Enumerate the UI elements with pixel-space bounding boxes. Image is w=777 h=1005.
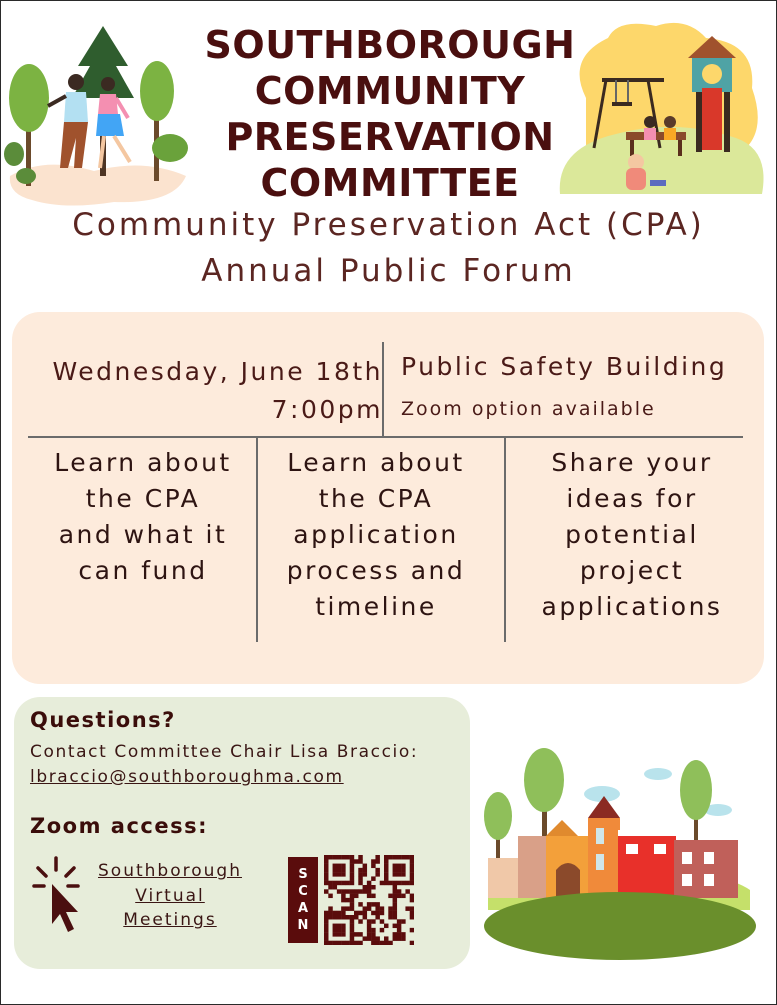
qr-module bbox=[350, 876, 354, 880]
qr-module bbox=[388, 894, 392, 898]
qr-module bbox=[333, 885, 337, 889]
qr-module bbox=[350, 928, 354, 932]
qr-module bbox=[363, 872, 367, 876]
qr-module bbox=[328, 885, 332, 889]
qr-module bbox=[354, 941, 358, 945]
subtitle-act: Community Preservation Act (CPA) bbox=[72, 207, 705, 243]
qr-module bbox=[401, 881, 405, 885]
qr-module bbox=[350, 906, 354, 910]
qr-module bbox=[375, 902, 379, 906]
qr-module bbox=[397, 881, 401, 885]
event-date: Wednesday, June 18th bbox=[52, 357, 383, 386]
qr-module bbox=[324, 924, 328, 928]
qr-module bbox=[333, 872, 337, 876]
qr-module bbox=[384, 859, 388, 863]
qr-module bbox=[393, 936, 397, 940]
qr-module bbox=[371, 864, 375, 868]
qr-module bbox=[350, 936, 354, 940]
scan-letter: N bbox=[297, 918, 309, 933]
qr-module bbox=[401, 864, 405, 868]
divider bbox=[256, 437, 258, 642]
cursor-click-icon bbox=[32, 856, 88, 936]
qr-module bbox=[345, 881, 349, 885]
qr-module bbox=[345, 941, 349, 945]
qr-module bbox=[337, 872, 341, 876]
qr-module bbox=[397, 924, 401, 928]
event-time: 7:00pm bbox=[271, 395, 383, 424]
qr-module bbox=[337, 864, 341, 868]
qr-module bbox=[367, 881, 371, 885]
qr-module bbox=[388, 941, 392, 945]
qr-module bbox=[324, 855, 328, 859]
qr-module bbox=[393, 911, 397, 915]
qr-module bbox=[328, 911, 332, 915]
qr-module bbox=[363, 915, 367, 919]
qr-module bbox=[367, 894, 371, 898]
qr-module bbox=[363, 889, 367, 893]
qr-module bbox=[410, 855, 414, 859]
qr-module bbox=[393, 885, 397, 889]
qr-module bbox=[324, 859, 328, 863]
qr-module bbox=[350, 898, 354, 902]
qr-module bbox=[324, 932, 328, 936]
qr-module bbox=[341, 894, 345, 898]
qr-module bbox=[358, 881, 362, 885]
qr-module bbox=[384, 941, 388, 945]
scan-badge bbox=[288, 857, 318, 943]
qr-module bbox=[324, 915, 328, 919]
qr-module bbox=[324, 889, 328, 893]
qr-module bbox=[350, 924, 354, 928]
qr-module bbox=[350, 859, 354, 863]
qr-module bbox=[393, 915, 397, 919]
qr-module bbox=[367, 902, 371, 906]
qr-module bbox=[375, 859, 379, 863]
qr-module bbox=[341, 915, 345, 919]
qr-module bbox=[393, 906, 397, 910]
qr-module bbox=[410, 894, 414, 898]
qr-module bbox=[350, 941, 354, 945]
qr-module bbox=[371, 932, 375, 936]
playground-illustration bbox=[556, 18, 768, 204]
qr-module bbox=[393, 872, 397, 876]
event-datetime bbox=[53, 353, 383, 429]
qr-module bbox=[324, 941, 328, 945]
questions-heading: Questions? bbox=[30, 708, 176, 732]
page-title bbox=[200, 22, 580, 206]
qr-module bbox=[341, 881, 345, 885]
qr-module bbox=[333, 932, 337, 936]
qr-module bbox=[337, 911, 341, 915]
qr-module bbox=[384, 924, 388, 928]
qr-module bbox=[371, 911, 375, 915]
zoom-heading: Zoom access: bbox=[30, 814, 208, 838]
qr-module bbox=[337, 924, 341, 928]
qr-module bbox=[341, 868, 345, 872]
qr-module bbox=[401, 919, 405, 923]
qr-module bbox=[341, 932, 345, 936]
qr-module bbox=[345, 906, 349, 910]
event-location: Public Safety Building bbox=[401, 352, 728, 381]
qr-module bbox=[410, 915, 414, 919]
qr-module bbox=[375, 906, 379, 910]
qr-module bbox=[410, 911, 414, 915]
qr-module bbox=[401, 932, 405, 936]
qr-module bbox=[397, 864, 401, 868]
qr-module bbox=[405, 889, 409, 893]
qr-module bbox=[367, 885, 371, 889]
qr-module bbox=[363, 906, 367, 910]
qr-module bbox=[367, 936, 371, 940]
qr-module bbox=[354, 859, 358, 863]
qr-module bbox=[375, 941, 379, 945]
qr-module bbox=[328, 941, 332, 945]
qr-module bbox=[371, 936, 375, 940]
qr-module bbox=[393, 881, 397, 885]
qr-module bbox=[397, 872, 401, 876]
qr-module bbox=[345, 855, 349, 859]
qr-module bbox=[410, 864, 414, 868]
qr-module bbox=[384, 876, 388, 880]
qr-module bbox=[333, 941, 337, 945]
qr-module bbox=[333, 881, 337, 885]
qr-module bbox=[358, 876, 362, 880]
qr-module bbox=[337, 928, 341, 932]
scan-letter: S bbox=[298, 867, 308, 882]
qr-module bbox=[388, 881, 392, 885]
qr-module bbox=[393, 894, 397, 898]
qr-module bbox=[371, 885, 375, 889]
qr-module bbox=[350, 881, 354, 885]
qr-module bbox=[397, 868, 401, 872]
qr-module bbox=[358, 919, 362, 923]
qr-module bbox=[358, 889, 362, 893]
qr-module bbox=[324, 881, 328, 885]
qr-module bbox=[388, 911, 392, 915]
qr-module bbox=[341, 855, 345, 859]
qr-module bbox=[337, 881, 341, 885]
qr-module bbox=[358, 941, 362, 945]
qr-module bbox=[350, 919, 354, 923]
qr-module bbox=[324, 876, 328, 880]
qr-module bbox=[410, 928, 414, 932]
qr-module bbox=[410, 872, 414, 876]
qr-module bbox=[341, 898, 345, 902]
qr-module bbox=[405, 906, 409, 910]
qr-module bbox=[367, 932, 371, 936]
qr-module bbox=[380, 911, 384, 915]
topic-learn-cpa: Learn about the CPA and what it can fund bbox=[54, 448, 232, 585]
qr-module bbox=[384, 872, 388, 876]
qr-module bbox=[397, 936, 401, 940]
qr-module bbox=[384, 864, 388, 868]
qr-module bbox=[371, 876, 375, 880]
qr-module bbox=[375, 936, 379, 940]
qr-module bbox=[393, 889, 397, 893]
divider bbox=[504, 437, 506, 642]
qr-module bbox=[363, 868, 367, 872]
qr-module bbox=[345, 889, 349, 893]
qr-module bbox=[345, 898, 349, 902]
qr-module bbox=[410, 859, 414, 863]
qr-module bbox=[401, 855, 405, 859]
qr-module bbox=[324, 911, 328, 915]
qr-module bbox=[350, 889, 354, 893]
qr-module bbox=[333, 864, 337, 868]
qr-module bbox=[333, 855, 337, 859]
qr-module bbox=[350, 864, 354, 868]
qr-module bbox=[363, 885, 367, 889]
qr-module bbox=[367, 928, 371, 932]
qr-module bbox=[388, 855, 392, 859]
qr-module bbox=[367, 924, 371, 928]
qr-module bbox=[324, 864, 328, 868]
qr-module bbox=[401, 872, 405, 876]
qr-module bbox=[393, 924, 397, 928]
qr-module bbox=[384, 936, 388, 940]
qr-module bbox=[380, 881, 384, 885]
qr-module bbox=[341, 906, 345, 910]
qr-module bbox=[401, 894, 405, 898]
qr-module bbox=[358, 932, 362, 936]
qr-module bbox=[333, 924, 337, 928]
qr-module bbox=[371, 919, 375, 923]
qr-module bbox=[397, 928, 401, 932]
zoom-meetings-link[interactable]: Southborough Virtual Meetings bbox=[98, 861, 242, 930]
qr-module bbox=[405, 881, 409, 885]
qr-module bbox=[393, 864, 397, 868]
qr-module bbox=[363, 936, 367, 940]
qr-module bbox=[341, 872, 345, 876]
qr-module bbox=[341, 928, 345, 932]
qr-code[interactable] bbox=[324, 855, 414, 945]
email-link[interactable]: lbraccio@southboroughma.com bbox=[30, 767, 344, 787]
qr-module bbox=[397, 894, 401, 898]
town-buildings-illustration bbox=[482, 740, 758, 972]
title-line: COMMUNITY bbox=[254, 69, 526, 113]
qr-module bbox=[324, 868, 328, 872]
qr-module bbox=[375, 872, 379, 876]
qr-module bbox=[350, 932, 354, 936]
qr-module bbox=[350, 868, 354, 872]
qr-module bbox=[324, 936, 328, 940]
qr-module bbox=[333, 928, 337, 932]
qr-module bbox=[371, 859, 375, 863]
qr-module bbox=[337, 915, 341, 919]
walking-couple-illustration bbox=[4, 26, 194, 212]
qr-module bbox=[337, 932, 341, 936]
qr-module bbox=[371, 894, 375, 898]
qr-module bbox=[363, 864, 367, 868]
qr-module bbox=[367, 906, 371, 910]
qr-module bbox=[380, 906, 384, 910]
qr-module bbox=[393, 902, 397, 906]
qr-module bbox=[380, 941, 384, 945]
qr-module bbox=[354, 894, 358, 898]
qr-module bbox=[393, 855, 397, 859]
qr-module bbox=[354, 932, 358, 936]
qr-module bbox=[410, 906, 414, 910]
qr-module bbox=[337, 868, 341, 872]
qr-module bbox=[354, 889, 358, 893]
qr-module bbox=[397, 932, 401, 936]
qr-module bbox=[350, 902, 354, 906]
topic-application-process: Learn about the CPA application process and timeline bbox=[286, 448, 466, 621]
qr-module bbox=[358, 872, 362, 876]
qr-module bbox=[341, 911, 345, 915]
qr-module bbox=[375, 855, 379, 859]
qr-module bbox=[371, 902, 375, 906]
qr-module bbox=[393, 932, 397, 936]
qr-module bbox=[384, 855, 388, 859]
qr-module bbox=[367, 919, 371, 923]
qr-module bbox=[375, 868, 379, 872]
qr-module bbox=[375, 911, 379, 915]
qr-module bbox=[354, 915, 358, 919]
qr-module bbox=[341, 941, 345, 945]
qr-module bbox=[350, 872, 354, 876]
subtitle-forum: Annual Public Forum bbox=[201, 253, 576, 289]
qr-module bbox=[328, 881, 332, 885]
qr-module bbox=[367, 889, 371, 893]
qr-module bbox=[410, 876, 414, 880]
qr-module bbox=[350, 915, 354, 919]
qr-module bbox=[354, 911, 358, 915]
qr-module bbox=[328, 894, 332, 898]
qr-module bbox=[341, 924, 345, 928]
qr-module bbox=[358, 859, 362, 863]
qr-module bbox=[384, 868, 388, 872]
qr-module bbox=[371, 928, 375, 932]
title-line: SOUTHBOROUGH bbox=[204, 23, 576, 67]
qr-module bbox=[363, 911, 367, 915]
qr-module bbox=[350, 894, 354, 898]
qr-module bbox=[358, 855, 362, 859]
qr-module bbox=[345, 915, 349, 919]
qr-module bbox=[333, 915, 337, 919]
zoom-note: Zoom option available bbox=[401, 398, 656, 420]
qr-module bbox=[350, 855, 354, 859]
qr-module bbox=[388, 906, 392, 910]
qr-module bbox=[337, 855, 341, 859]
qr-module bbox=[397, 855, 401, 859]
qr-module bbox=[324, 928, 328, 932]
qr-module bbox=[324, 919, 328, 923]
divider bbox=[28, 436, 743, 438]
qr-module bbox=[401, 936, 405, 940]
qr-module bbox=[388, 915, 392, 919]
qr-module bbox=[410, 941, 414, 945]
qr-module bbox=[358, 911, 362, 915]
qr-module bbox=[397, 889, 401, 893]
qr-module bbox=[358, 902, 362, 906]
qr-module bbox=[337, 889, 341, 893]
qr-module bbox=[358, 868, 362, 872]
qr-module bbox=[341, 864, 345, 868]
qr-module bbox=[328, 855, 332, 859]
qr-module bbox=[397, 919, 401, 923]
topic-share-ideas: Share your ideas for potential project applications bbox=[541, 448, 723, 621]
qr-module bbox=[380, 919, 384, 923]
qr-module bbox=[337, 941, 341, 945]
scan-letter: A bbox=[297, 901, 309, 916]
title-line: COMMITTEE bbox=[260, 161, 520, 205]
qr-module bbox=[328, 915, 332, 919]
qr-module bbox=[393, 868, 397, 872]
contact-text: Contact Committee Chair Lisa Braccio: bbox=[30, 742, 419, 762]
qr-module bbox=[333, 868, 337, 872]
qr-module bbox=[380, 928, 384, 932]
qr-module bbox=[401, 868, 405, 872]
qr-module bbox=[375, 915, 379, 919]
qr-module bbox=[341, 889, 345, 893]
qr-module bbox=[384, 881, 388, 885]
qr-module bbox=[324, 872, 328, 876]
qr-module bbox=[410, 881, 414, 885]
qr-module bbox=[410, 898, 414, 902]
qr-module bbox=[333, 911, 337, 915]
qr-module bbox=[328, 906, 332, 910]
qr-module bbox=[393, 898, 397, 902]
title-line: PRESERVATION bbox=[225, 115, 555, 159]
qr-module bbox=[405, 855, 409, 859]
qr-module bbox=[371, 941, 375, 945]
qr-module bbox=[410, 868, 414, 872]
scan-letter: C bbox=[298, 884, 308, 899]
